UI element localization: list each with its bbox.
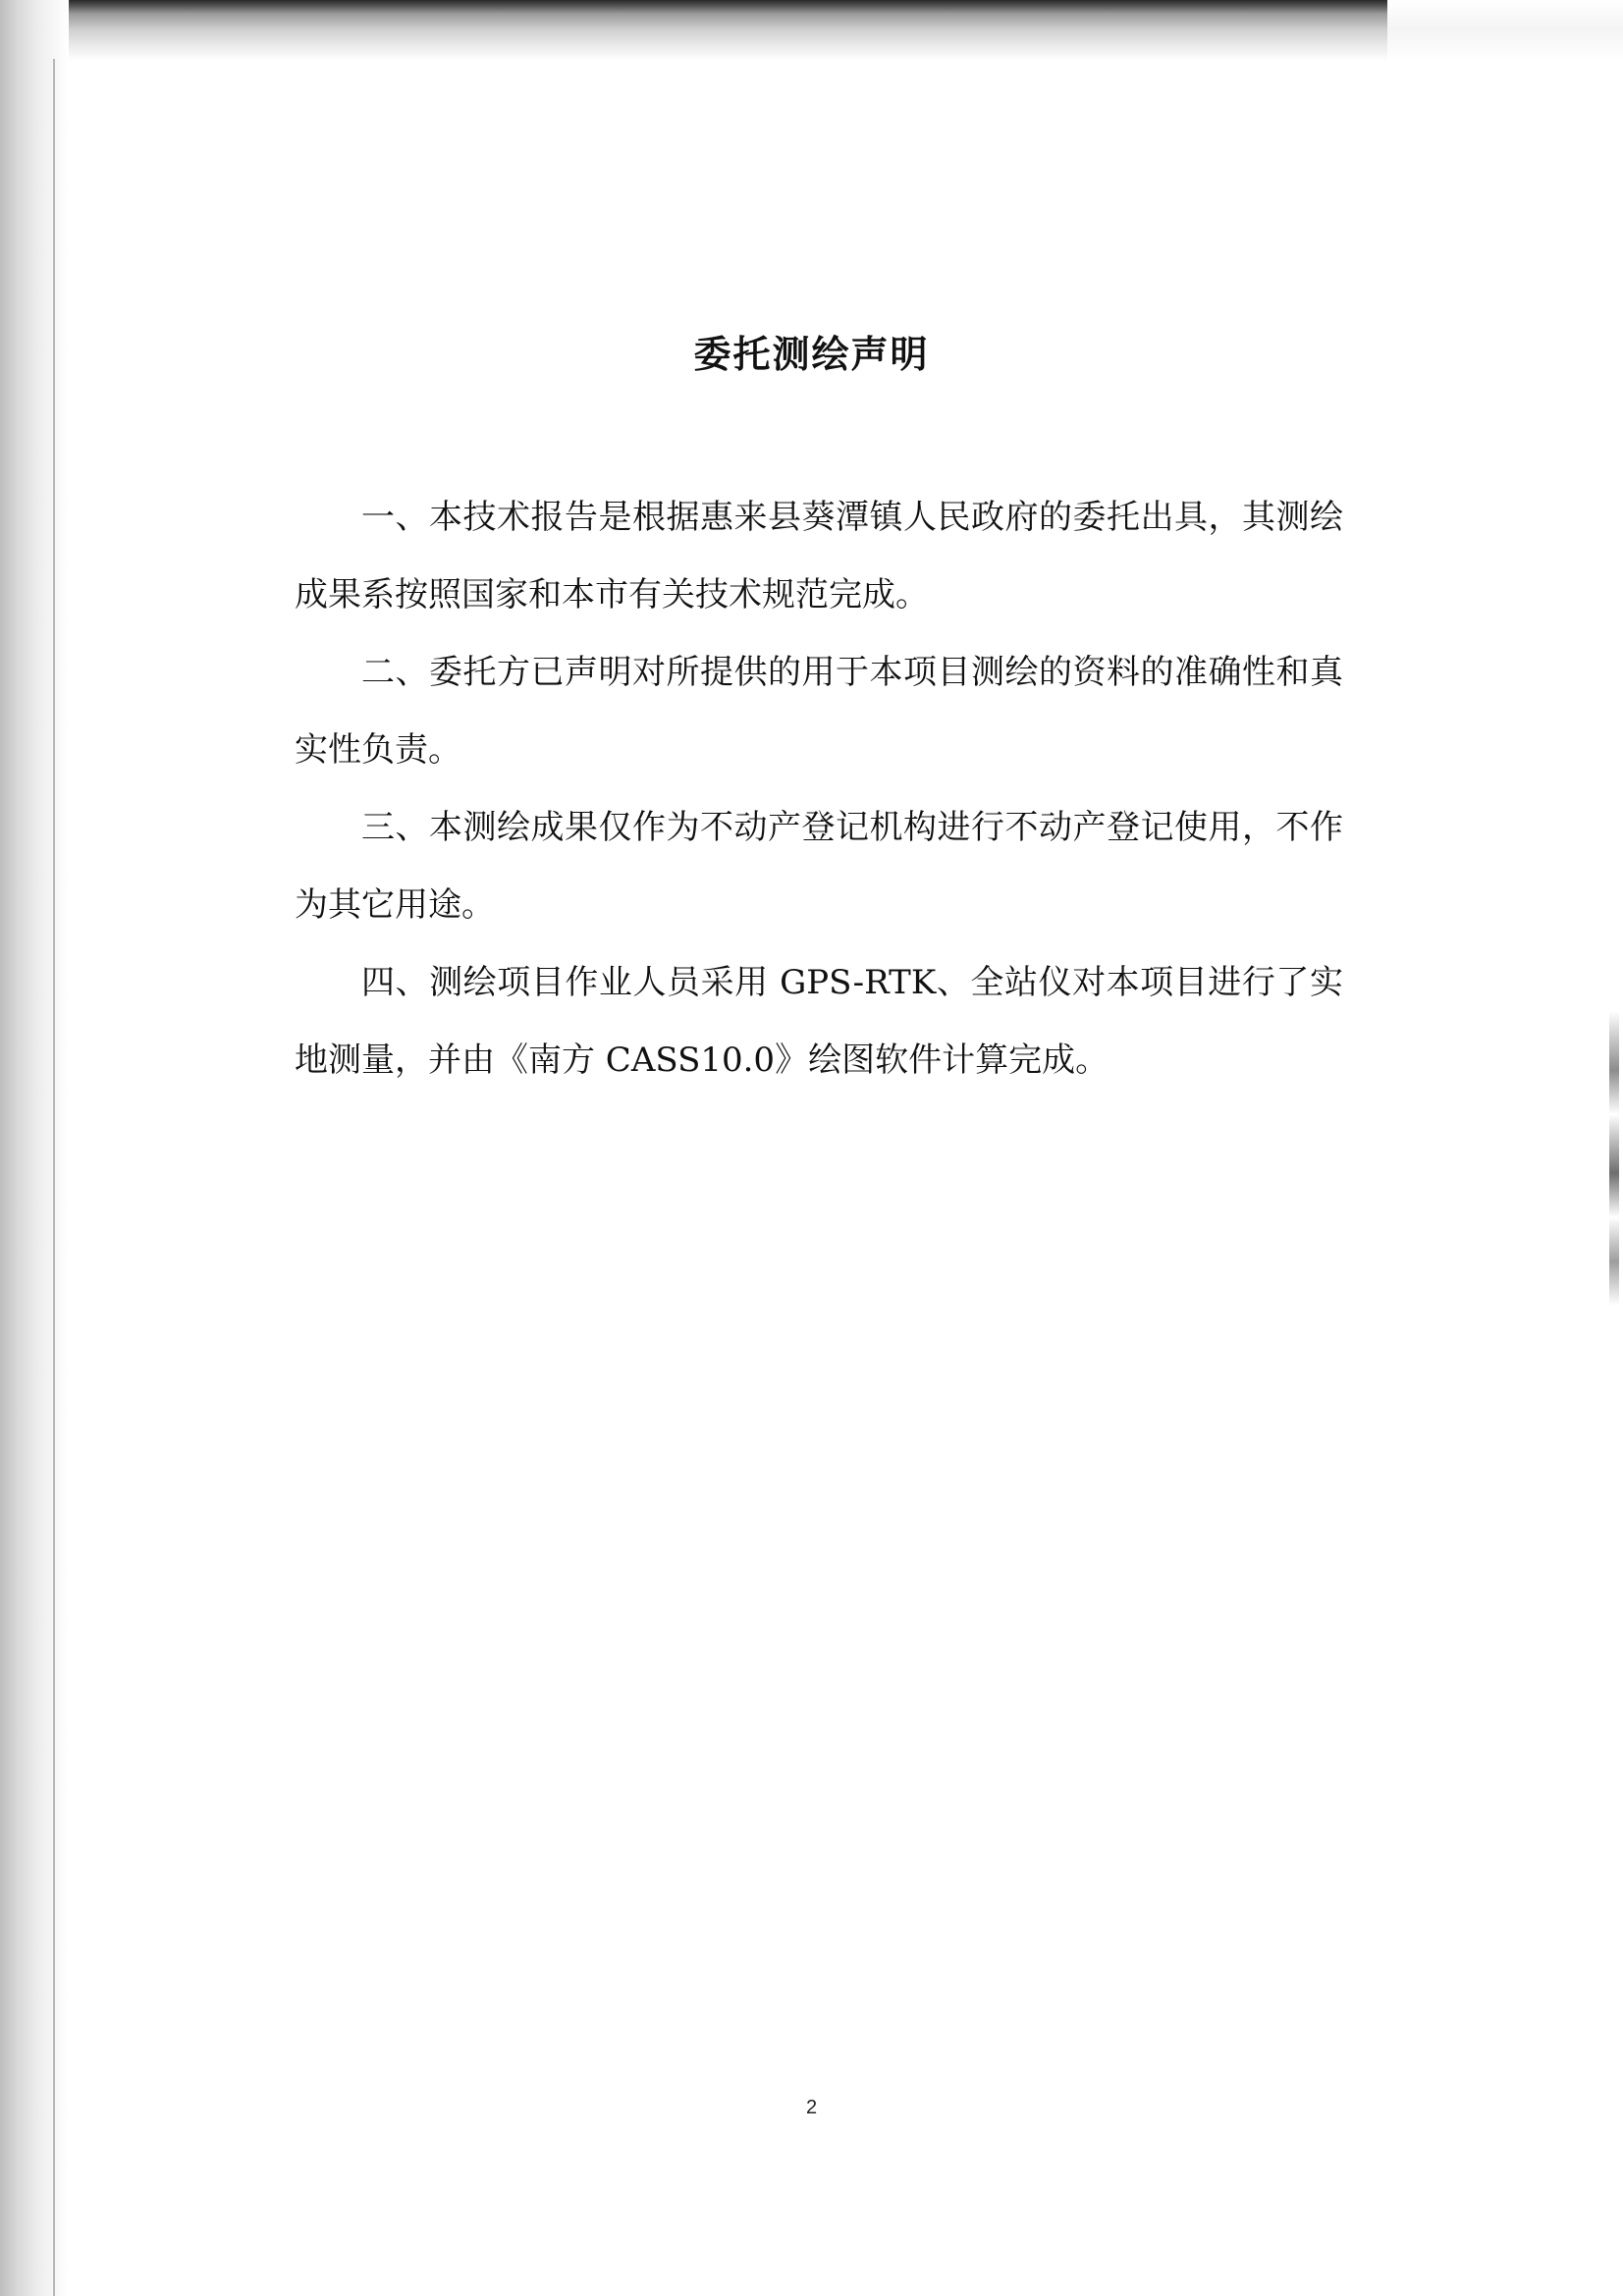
paragraph-3: 三、本测绘成果仅作为不动产登记机构进行不动产登记使用，不作为其它用途。 [295,808,1343,925]
document-body [295,479,1343,1099]
document-title: 委托测绘声明 [693,333,930,376]
scan-binding-line [53,59,55,2296]
paragraph-2: 二、委托方已声明对所提供的用于本项目测绘的资料的准确性和真实性负责。 [295,653,1343,770]
page-number: 2 [805,2097,818,2118]
scan-edge-top-right [1387,0,1623,61]
scan-edge-top [0,0,1623,61]
paragraph-1: 一、本技术报告是根据惠来县葵潭镇人民政府的委托出具，其测绘成果系按照国家和本市有关技术规范完成。 [295,498,1343,614]
scan-edge-right-mark [1609,1011,1619,1306]
paragraph-4: 四、测绘项目作业人员采用 GPS-RTK、全站仪对本项目进行了实地测量，并由《南方 CASS10.0》绘图软件计算完成。 [295,963,1343,1080]
